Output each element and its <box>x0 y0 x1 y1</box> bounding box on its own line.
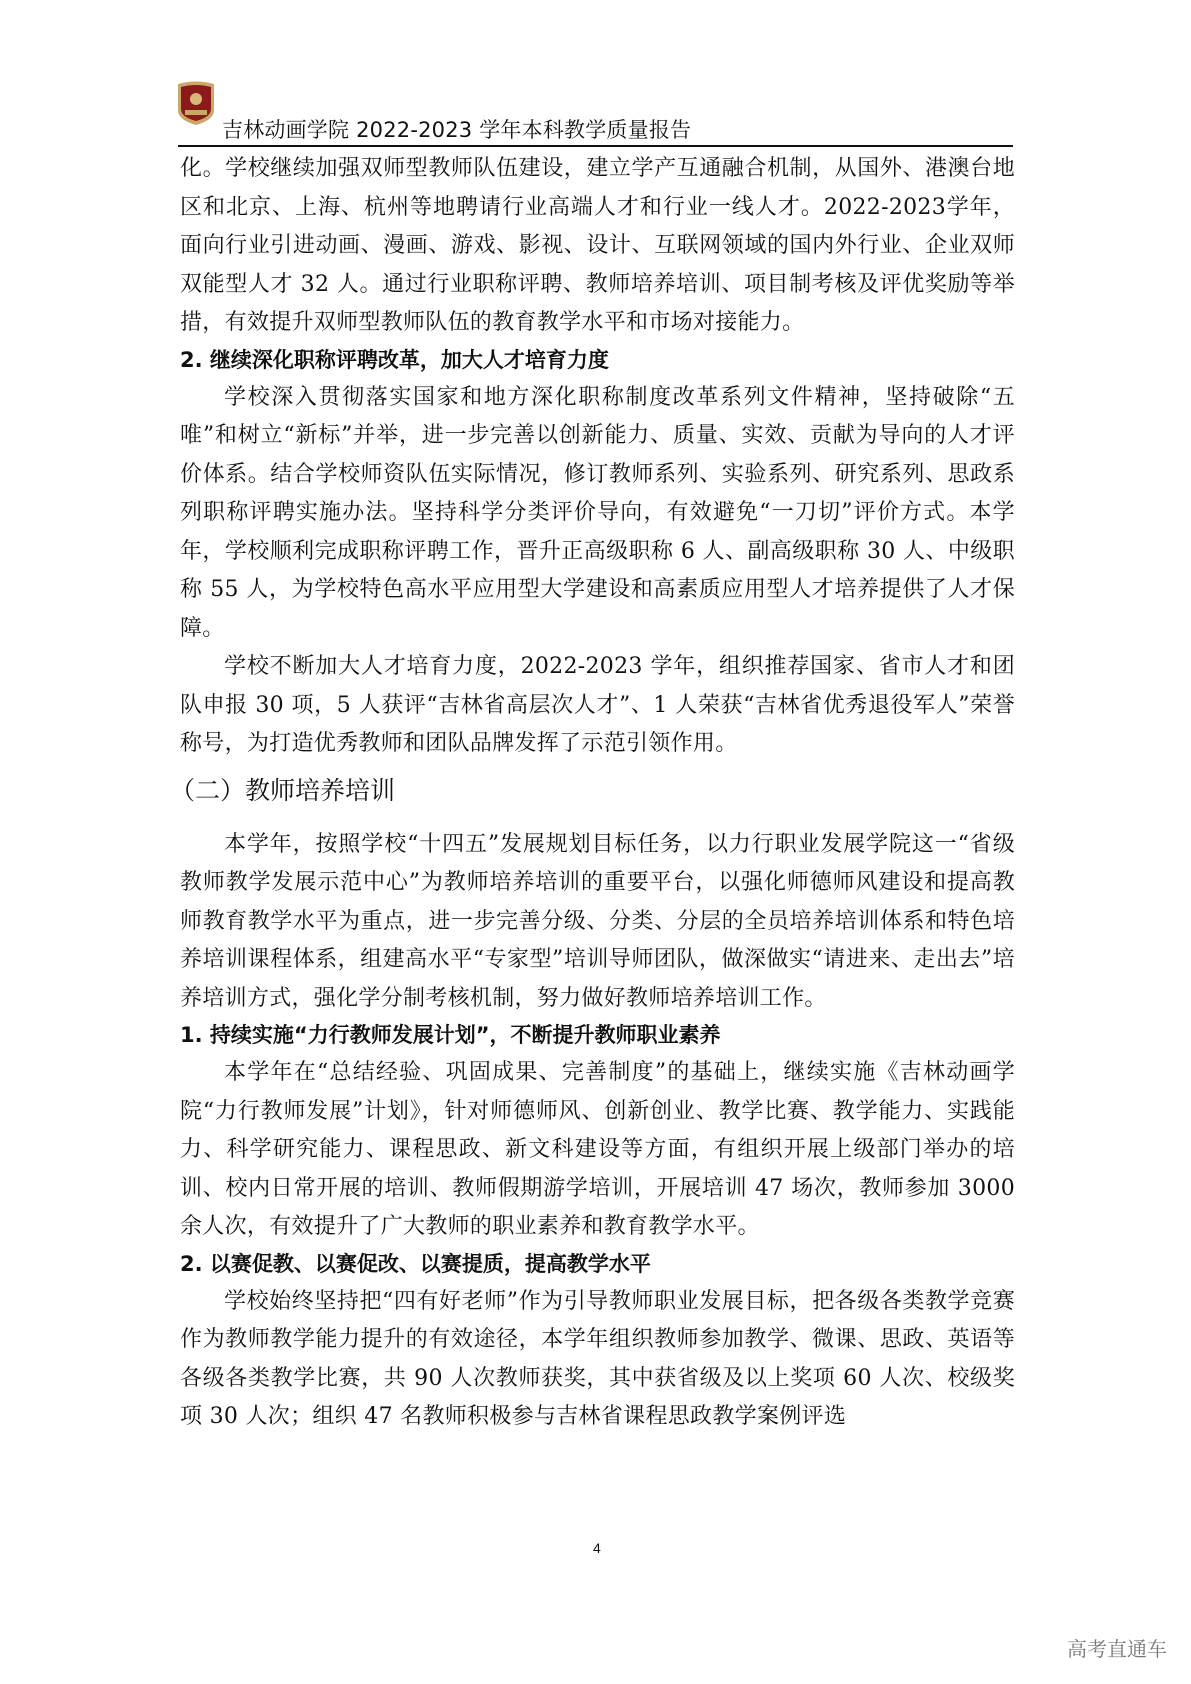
paragraph-training-overview: 本学年，按照学校“十四五”发展规划目标任务，以力行职业发展学院这一“省级教师教学发展示范中心”为教师培养培训的重要平台，以强化师德师风建设和提高教师教育教学水平为重点，进一步完善分级、分类、分层的全员培养培训体系和特色培养培训课程体系，组建高水平“专家型”培训导师团队，做深做实“请进来、走出去”培养培训方式，强化学分制考核机制，努力做好教师培养培训工作。 <box>180 831 1015 1011</box>
watermark: 高考直通车 <box>1067 1637 1167 1661</box>
page-number: 4 <box>593 1540 601 1556</box>
paragraph-title-reform: 学校深入贯彻落实国家和地方深化职称制度改革系列文件精神，坚持破除“五唯”和树立“新标”并举，进一步完善以创新能力、质量、实效、贡献为导向的人才评价体系。结合学校师资队伍实际情况，修订教师系列、实验系列、研究系列、思政系列职称评聘实施办法。坚持科学分类评价导向，有效避免“一刀切”评价方式。本学年，学校顺利完成职称评聘工作，晋升正高级职称 6 人、副高级职称 30 人、中级职称 55 人，为学校特色高水平应用型大学建设和高素质应用型人才培养提供了人才保障。 <box>180 384 1015 641</box>
document-body <box>170 150 1015 1437</box>
section-heading-teacher-training: （二）教师培养培训 <box>170 775 396 805</box>
paragraph-continued: 化。学校继续加强双师型教师队伍建设，建立学产互通融合机制，从国外、港澳台地区和北京、上海、杭州等地聘请行业高端人才和行业一线人才。2022-2023学年，面向行业引进动画、漫画、游戏、影视、设计、互联网领域的国内外行业、企业双师双能型人才 32 人。通过行业职称评聘、教师培养培训、项目制考核及评优奖励等举措，有效提升双师型教师队伍的教育教学水平和市场对接能力。 <box>180 156 1015 335</box>
paragraph-talent-cultivation: 学校不断加大人才培育力度，2022-2023 学年，组织推荐国家、省市人才和团队申报 30 项，5 人获评“吉林省高层次人才”、1 人荣获“吉林省优秀退役军人”荣誉称号，为打造优秀教师和团队品牌发挥了示范引领作用。 <box>180 654 1015 756</box>
subheading-title-reform: 2. 继续深化职称评聘改革，加大人才培育力度 <box>180 347 609 372</box>
school-crest-icon <box>176 80 216 126</box>
report-header-title: 吉林动画学院 2022-2023 学年本科教学质量报告 <box>222 118 692 142</box>
subheading-lixing-plan: 1. 持续实施“力行教师发展计划”，不断提升教师职业素养 <box>180 1023 721 1047</box>
subheading-competitions: 2. 以赛促教、以赛促改、以赛提质，提高教学水平 <box>180 1251 651 1276</box>
paragraph-lixing-plan: 本学年在“总结经验、巩固成果、完善制度”的基础上，继续实施《吉林动画学院“力行教师发展”计划》，针对师德师风、创新创业、教学比赛、教学能力、实践能力、科学研究能力、课程思政、新文科建设等方面，有组织开展上级部门举办的培训、校内日常开展的培训、教师假期游学培训，开展培训 47 场次，教师参加 3000 余人次，有效提升了广大教师的职业素养和教育教学水平。 <box>180 1060 1015 1239</box>
paragraph-competitions: 学校始终坚持把“四有好老师”作为引导教师职业发展目标，把各级各类教学竞赛作为教师教学能力提升的有效途径，本学年组织教师参加教学、微课、思政、英语等各级各类教学比赛，共 90 人次教师获奖，其中获省级及以上奖项 60 人次、校级奖项 30 人次；组织 47 名教师积极参与吉林省课程思政教学案例评选 <box>180 1288 1015 1429</box>
header-divider <box>178 145 1013 147</box>
